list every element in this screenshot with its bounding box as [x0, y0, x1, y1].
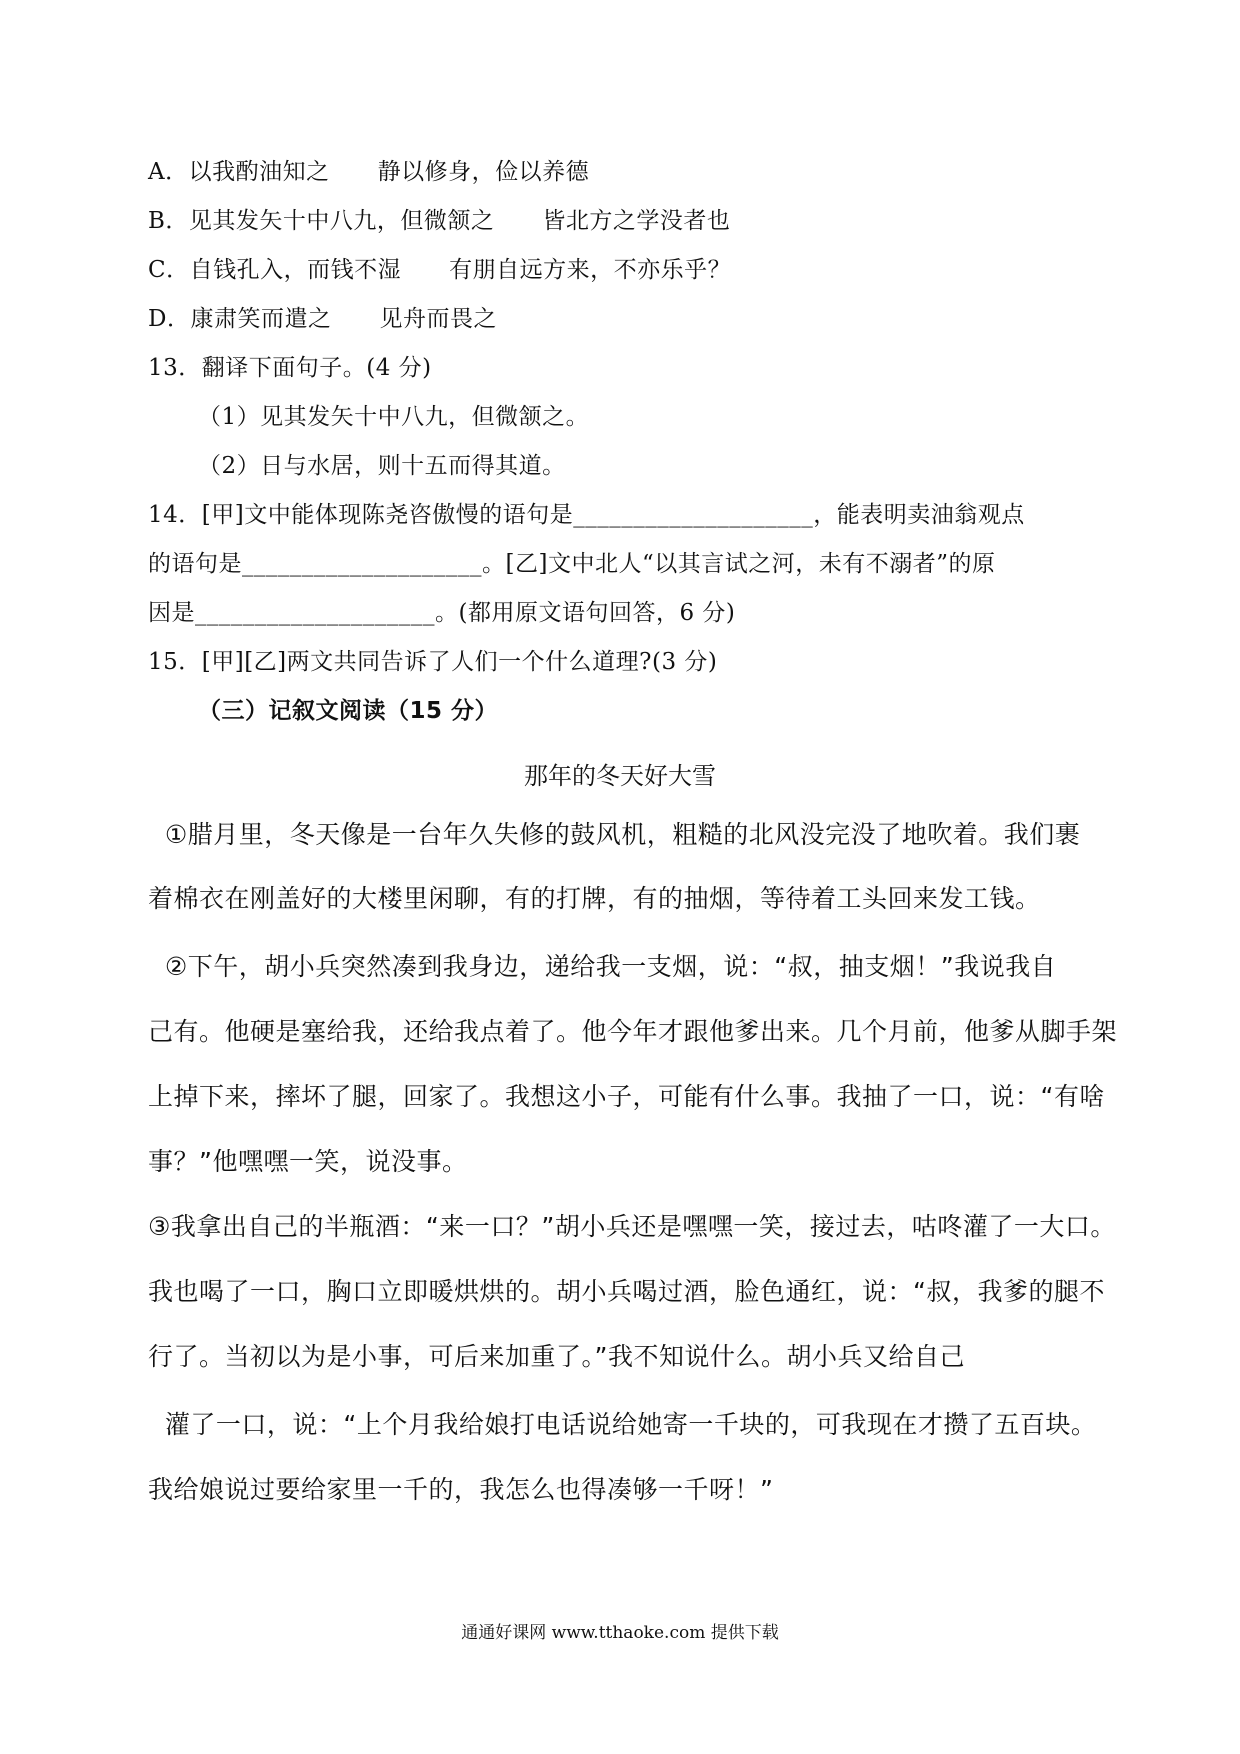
option-a-right: 静以修身，俭以养德: [377, 159, 590, 185]
section-heading: （三）记叙文阅读（15 分）: [198, 698, 499, 724]
paragraph-4-line-1: 灌了一口，说：“上个月我给娘打电话说给她寄一千块的，可我现在才攒了五百块。: [148, 1410, 1097, 1439]
option-d-left: D．康肃笑而遣之: [148, 306, 332, 332]
paragraph-4-line-2: 我给娘说过要给家里一千的，我怎么也得凑够一千呀！”: [148, 1475, 774, 1504]
paragraph-3-line-1: ③我拿出自己的半瓶酒：“来一口？”胡小兵还是嘿嘿一笑，接过去，咕咚灌了一大口。: [148, 1212, 1116, 1241]
question-14-line-1: 14．[甲]文中能体现陈尧咨傲慢的语句是____________________，能表明卖油翁观点: [148, 502, 1025, 528]
option-c-right: 有朋自远方来，不亦乐乎？: [449, 257, 732, 283]
question-13-sentence-2: （2）日与水居，则十五而得其道。: [198, 453, 566, 479]
paragraph-3-line-3: 行了。当初以为是小事，可后来加重了。”我不知说什么。胡小兵又给自己: [148, 1342, 965, 1371]
question-13-stem: 13．翻译下面句子。(4 分): [148, 355, 432, 381]
option-a: [148, 157, 589, 187]
option-c-left: C．自钱孔入，而钱不湿: [148, 257, 402, 283]
paragraph-2-line-2: 己有。他硬是塞给我，还给我点着了。他今年才跟他爹出来。几个月前，他爹从脚手架: [148, 1017, 1118, 1046]
footer-credit: 通通好课网 www.tthaoke.com 提供下载: [461, 1623, 779, 1643]
option-a-left: A．以我酌油知之: [148, 159, 330, 185]
question-14-line-3: 因是____________________。(都用原文语句回答，6 分): [148, 600, 736, 626]
question-15: 15．[甲][乙]两文共同告诉了人们一个什么道理?(3 分): [148, 649, 718, 675]
option-d-right: 见舟而畏之: [379, 306, 497, 332]
option-c: [148, 255, 731, 285]
paragraph-2-line-4: 事？”他嘿嘿一笑，说没事。: [148, 1147, 468, 1176]
story-title: 那年的冬天好大雪: [524, 762, 716, 790]
paragraph-2-line-1: ②下午，胡小兵突然凑到我身边，递给我一支烟，说：“叔，抽支烟！”我说我自: [148, 952, 1057, 981]
question-14-line-2: 的语句是____________________。[乙]文中北人“以其言试之河，未有不溺者”的原: [148, 551, 996, 577]
paragraph-1-line-1: ①腊月里，冬天像是一台年久失修的鼓风机，粗糙的北风没完没了地吹着。我们裹: [148, 820, 1081, 849]
paragraph-2-line-3: 上掉下来，摔坏了腿，回家了。我想这小子，可能有什么事。我抽了一口，说：“有啥: [148, 1082, 1105, 1111]
paragraph-3-line-2: 我也喝了一口，胸口立即暖烘烘的。胡小兵喝过酒，脸色通红，说：“叔，我爹的腿不: [148, 1277, 1105, 1306]
paragraph-1-line-2: 着棉衣在刚盖好的大楼里闲聊，有的打牌，有的抽烟，等待着工头回来发工钱。: [148, 884, 1041, 913]
option-b-left: B．见其发矢十中八九，但微颔之: [148, 208, 495, 234]
question-13-sentence-1: （1）见其发矢十中八九，但微颔之。: [198, 404, 590, 430]
option-d: [148, 304, 497, 334]
option-b-right: 皆北方之学没者也: [542, 208, 731, 234]
option-b: [148, 206, 730, 236]
